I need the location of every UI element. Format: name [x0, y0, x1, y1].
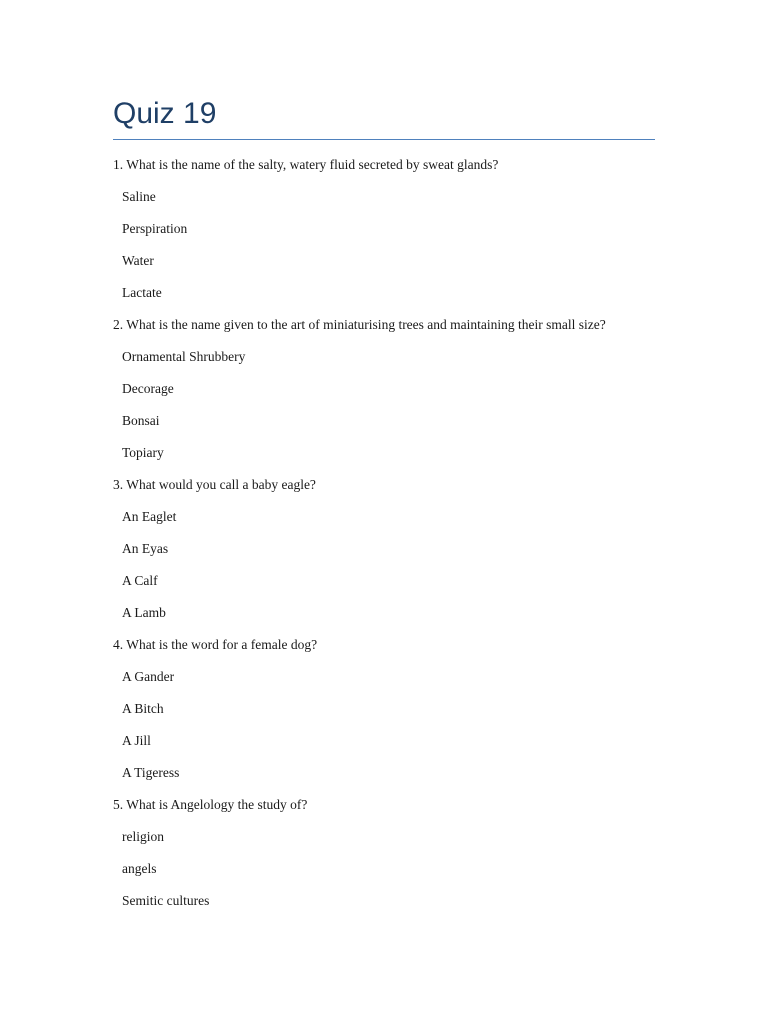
- answer-option: A Bitch: [122, 701, 164, 716]
- answer-option: Ornamental Shrubbery: [122, 349, 246, 364]
- answer-option: Lactate: [122, 285, 162, 300]
- answer-option: Semitic cultures: [122, 893, 210, 908]
- question-text: 3. What would you call a baby eagle?: [113, 477, 316, 492]
- question-text: 1. What is the name of the salty, watery fluid secreted by sweat glands?: [113, 157, 499, 172]
- question-text: 2. What is the name given to the art of miniaturising trees and maintaining their small size?: [113, 317, 606, 332]
- question-block: [113, 795, 655, 923]
- answer-option: Saline: [122, 189, 156, 204]
- question-block: [113, 475, 655, 635]
- answer-option: A Tigeress: [122, 765, 180, 780]
- answer-option: An Eaglet: [122, 509, 177, 524]
- answer-option: Bonsai: [122, 413, 160, 428]
- question-list: [113, 155, 655, 923]
- question-text: 4. What is the word for a female dog?: [113, 637, 318, 652]
- answer-option: A Jill: [122, 733, 151, 748]
- answer-option: Decorage: [122, 381, 174, 396]
- document-page: [113, 94, 655, 923]
- question-block: [113, 315, 655, 475]
- answer-option: Water: [122, 253, 154, 268]
- question-block: [113, 155, 655, 315]
- answer-option: An Eyas: [122, 541, 169, 556]
- answer-option: religion: [122, 829, 164, 844]
- question-text: 5. What is Angelology the study of?: [113, 797, 308, 812]
- answer-option: A Calf: [122, 573, 158, 588]
- answer-option: A Gander: [122, 669, 175, 684]
- answer-option: angels: [122, 861, 157, 876]
- question-block: [113, 635, 655, 795]
- answer-option: A Lamb: [122, 605, 166, 620]
- answer-option: Topiary: [122, 445, 164, 460]
- answer-option: Perspiration: [122, 221, 188, 236]
- page-title: Quiz 19: [113, 94, 655, 140]
